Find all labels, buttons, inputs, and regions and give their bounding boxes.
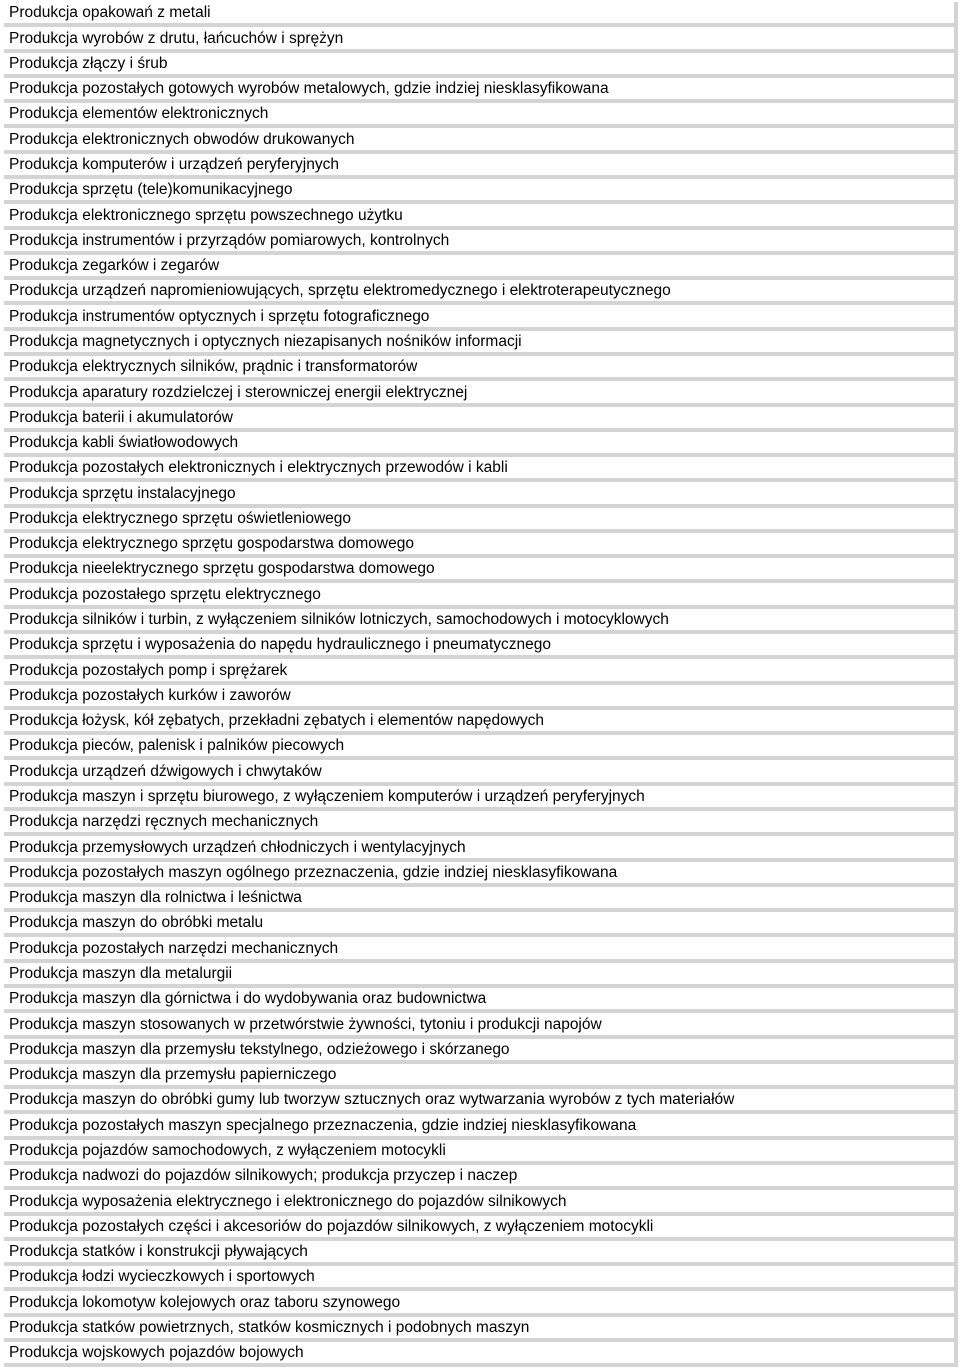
- table-row: [4, 1114, 958, 1139]
- row-label: Produkcja sprzętu i wyposażenia do napędu hydraulicznego i pneumatycznego: [9, 636, 551, 654]
- row-label: Produkcja baterii i akumulatorów: [9, 408, 233, 426]
- table-row: [4, 558, 958, 583]
- industry-list-table: [4, 2, 958, 1367]
- row-label: Produkcja pozostałego sprzętu elektrycznego: [9, 585, 321, 603]
- table-row: [4, 230, 958, 255]
- table-row: [4, 735, 958, 760]
- table-row: [4, 1291, 958, 1316]
- table-row: [4, 1216, 958, 1241]
- table-row: [4, 1241, 958, 1266]
- row-label: Produkcja pojazdów samochodowych, z wyłączeniem motocykli: [9, 1141, 446, 1159]
- table-row: [4, 331, 958, 356]
- table-row: [4, 1190, 958, 1215]
- row-label: Produkcja złączy i śrub: [9, 54, 168, 72]
- row-label: Produkcja instrumentów optycznych i sprzętu fotograficznego: [9, 307, 430, 325]
- table-row: [4, 1266, 958, 1291]
- table-row: [4, 912, 958, 937]
- row-label: Produkcja elektrycznego sprzętu gospodarstwa domowego: [9, 535, 414, 553]
- table-row: [4, 27, 958, 52]
- table-row: [4, 432, 958, 457]
- row-label: Produkcja pozostałych maszyn specjalnego przeznaczenia, gdzie indziej niesklasyfikowana: [9, 1116, 637, 1134]
- row-label: Produkcja elektronicznych obwodów drukowanych: [9, 130, 355, 148]
- row-label: Produkcja pieców, palenisk i palników piecowych: [9, 737, 345, 755]
- table-row: [4, 1317, 958, 1342]
- row-label: Produkcja statków i konstrukcji pływających: [9, 1243, 308, 1261]
- table-row: [4, 204, 958, 229]
- table-row: [4, 255, 958, 280]
- row-label: Produkcja maszyn dla przemysłu papierniczego: [9, 1066, 337, 1084]
- table-row: [4, 1064, 958, 1089]
- table-row: [4, 887, 958, 912]
- row-label: Produkcja lokomotyw kolejowych oraz taboru szynowego: [9, 1293, 401, 1311]
- table-row: [4, 937, 958, 962]
- row-label: Produkcja aparatury rozdzielczej i sterowniczej energii elektrycznej: [9, 383, 468, 401]
- row-label: Produkcja elektronicznego sprzętu powszechnego użytku: [9, 206, 403, 224]
- table-row: [4, 2, 958, 27]
- table-row: [4, 811, 958, 836]
- row-label: Produkcja wojskowych pojazdów bojowych: [9, 1344, 304, 1362]
- table-row: [4, 356, 958, 381]
- table-row: [4, 659, 958, 684]
- table-row: [4, 786, 958, 811]
- row-label: Produkcja wyrobów z drutu, łańcuchów i sprężyn: [9, 29, 344, 47]
- table-row: [4, 1089, 958, 1114]
- row-label: Produkcja maszyn dla metalurgii: [9, 964, 233, 982]
- table-row: [4, 836, 958, 861]
- row-label: Produkcja statków powietrznych, statków kosmicznych i podobnych maszyn: [9, 1318, 530, 1336]
- table-row: [4, 1342, 958, 1367]
- row-label: Produkcja instrumentów i przyrządów pomiarowych, kontrolnych: [9, 231, 450, 249]
- table-row: [4, 381, 958, 406]
- table-row: [4, 280, 958, 305]
- row-label: Produkcja magnetycznych i optycznych niezapisanych nośników informacji: [9, 332, 522, 350]
- table-row: [4, 760, 958, 785]
- row-label: Produkcja pozostałych pomp i sprężarek: [9, 661, 288, 679]
- row-label: Produkcja maszyn stosowanych w przetwórstwie żywności, tytoniu i produkcji napojów: [9, 1015, 602, 1033]
- row-label: Produkcja opakowań z metali: [9, 4, 211, 22]
- table-row: [4, 154, 958, 179]
- table-row: [4, 583, 958, 608]
- table-row: [4, 685, 958, 710]
- table-row: [4, 988, 958, 1013]
- row-label: Produkcja maszyn do obróbki gumy lub tworzyw sztucznych oraz wytwarzania wyrobów z tych materiałów: [9, 1091, 735, 1109]
- row-label: Produkcja zegarków i zegarów: [9, 257, 220, 275]
- row-label: Produkcja łodzi wycieczkowych i sportowych: [9, 1268, 315, 1286]
- table-row: [4, 305, 958, 330]
- table-row: [4, 1039, 958, 1064]
- row-label: Produkcja maszyn dla rolnictwa i leśnictwa: [9, 889, 302, 907]
- table-row: [4, 78, 958, 103]
- table-row: [4, 963, 958, 988]
- row-label: Produkcja elektrycznych silników, prądnic i transformatorów: [9, 358, 418, 376]
- row-label: Produkcja narzędzi ręcznych mechanicznych: [9, 813, 319, 831]
- row-label: Produkcja nieelektrycznego sprzętu gospodarstwa domowego: [9, 560, 435, 578]
- row-label: Produkcja komputerów i urządzeń peryferyjnych: [9, 155, 339, 173]
- row-label: Produkcja wyposażenia elektrycznego i elektronicznego do pojazdów silnikowych: [9, 1192, 567, 1210]
- row-label: Produkcja pozostałych części i akcesoriów do pojazdów silnikowych, z wyłączeniem motocykli: [9, 1217, 654, 1235]
- row-label: Produkcja pozostałych narzędzi mechanicznych: [9, 939, 339, 957]
- row-label: Produkcja pozostałych elektronicznych i elektrycznych przewodów i kabli: [9, 459, 508, 477]
- row-label: Produkcja maszyn dla górnictwa i do wydobywania oraz budownictwa: [9, 990, 487, 1008]
- table-row: [4, 482, 958, 507]
- row-label: Produkcja pozostałych maszyn ogólnego przeznaczenia, gdzie indziej niesklasyfikowana: [9, 863, 618, 881]
- table-row: [4, 609, 958, 634]
- table-row: [4, 533, 958, 558]
- table-row: [4, 1165, 958, 1190]
- table-row: [4, 53, 958, 78]
- row-label: Produkcja nadwozi do pojazdów silnikowych; produkcja przyczep i naczep: [9, 1167, 518, 1185]
- row-label: Produkcja urządzeń napromieniowujących, sprzętu elektromedycznego i elektroterapeutycznego: [9, 282, 671, 300]
- table-row: [4, 179, 958, 204]
- table-row: [4, 128, 958, 153]
- row-label: Produkcja maszyn i sprzętu biurowego, z wyłączeniem komputerów i urządzeń peryferyjnych: [9, 788, 645, 805]
- row-label: Produkcja elektrycznego sprzętu oświetleniowego: [9, 509, 352, 527]
- table-row: [4, 1140, 958, 1165]
- row-label: Produkcja pozostałych gotowych wyrobów metalowych, gdzie indziej niesklasyfikowana: [9, 80, 609, 98]
- table-row: [4, 710, 958, 735]
- row-label: Produkcja pozostałych kurków i zaworów: [9, 686, 291, 704]
- row-label: Produkcja sprzętu instalacyjnego: [9, 484, 236, 502]
- row-label: Produkcja urządzeń dźwigowych i chwytaków: [9, 762, 322, 780]
- row-label: Produkcja silników i turbin, z wyłączeniem silników lotniczych, samochodowych i motocyklowych: [9, 611, 669, 629]
- table-row: [4, 407, 958, 432]
- table-row: [4, 862, 958, 887]
- table-row: [4, 508, 958, 533]
- row-label: Produkcja łożysk, kół zębatych, przekładni zębatych i elementów napędowych: [9, 712, 545, 730]
- row-label: Produkcja maszyn do obróbki metalu: [9, 914, 264, 932]
- table-row: [4, 457, 958, 482]
- row-label: Produkcja przemysłowych urządzeń chłodniczych i wentylacyjnych: [9, 838, 466, 856]
- row-label: Produkcja kabli światłowodowych: [9, 434, 239, 452]
- row-label: Produkcja sprzętu (tele)komunikacyjnego: [9, 181, 293, 199]
- table-row: [4, 1013, 958, 1038]
- row-label: Produkcja elementów elektronicznych: [9, 105, 269, 123]
- row-label: Produkcja maszyn dla przemysłu tekstylnego, odzieżowego i skórzanego: [9, 1040, 510, 1058]
- table-row: [4, 103, 958, 128]
- table-row: [4, 634, 958, 659]
